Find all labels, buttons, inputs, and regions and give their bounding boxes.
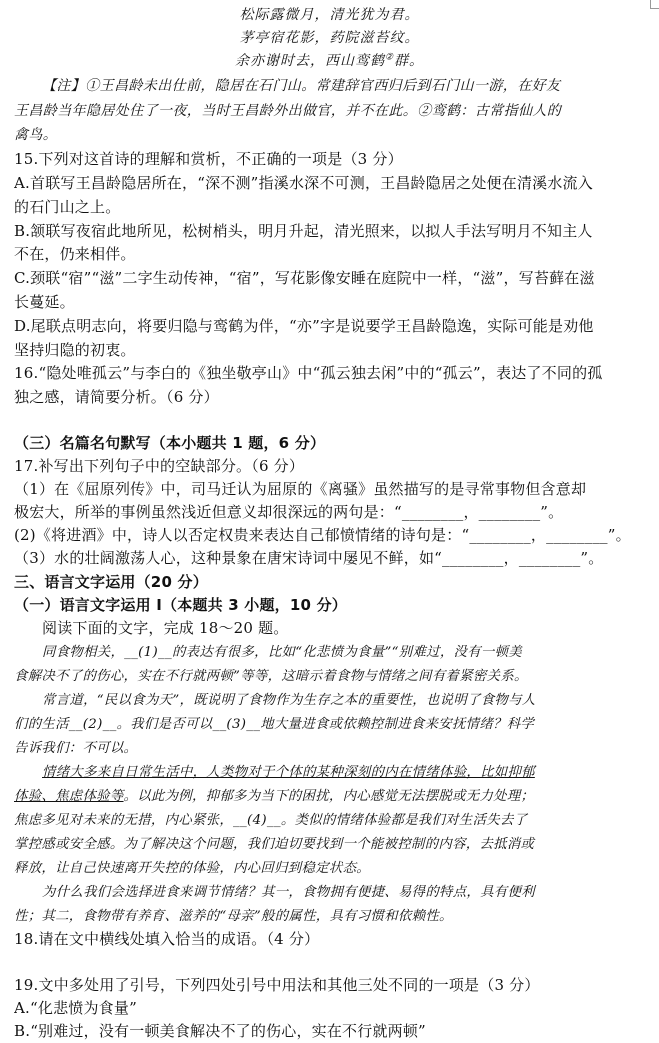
note-line-2: 王昌龄当年隐居处住了一夜，当时王昌龄外出做官，并不在此。②鸾鹤：古常指仙人的 xyxy=(14,103,562,119)
poem-line-1: 松际露微月，清光犹为君。 xyxy=(239,7,420,23)
poem-line-3-text: 余亦谢时去，西山鸾鹤 xyxy=(234,53,385,69)
q17-item-1a: （1）在《屈原列传》中，司马迁认为屈原的《离骚》虽然描写的是寻常事物但含意却 xyxy=(14,480,587,498)
passage-p2-a: 常言道，“民以食为天”，既说明了食物作为生存之本的重要性，也说明了食物与人 xyxy=(42,693,536,708)
passage-p1-b: 食解决不了的伤心，实在不行就两顿”等等，这暗示着食物与情绪之间有着紧密关系。 xyxy=(14,669,528,684)
part-3-sub-1: （一）语言文字运用 I（本题共 3 小题，10 分） xyxy=(14,596,347,614)
passage-p3-d: 掌控感或安全感。为了解决这个问题，我们迫切要找到一个能被控制的内容，去抵消或 xyxy=(14,837,535,852)
q19-stem: 19.文中多处用了引号，下列四处引号中用法和其他三处不同的一项是（3 分） xyxy=(14,976,540,994)
q19-option-b: B.“别难过，没有一顿美食解决不了的伤心，实在不行就两顿” xyxy=(14,1022,426,1040)
passage-p2-c: 告诉我们：不可以。 xyxy=(14,741,138,756)
q17-item-2: (2)《将进酒》中，诗人以否定权贵来表达自己郁愤情绪的诗句是：“________，________”。 xyxy=(14,526,631,544)
passage-p3-a xyxy=(14,761,645,780)
passage-p2-b: 们的生活__(2)__。我们是否可以__(3)__地大量进食或依赖控制进食来安抚情绪？科学 xyxy=(14,717,535,732)
passage-p3-c: 焦虑多见对未来的无措，内心紧张，__(4)__。类似的情绪体验都是我们对生活失去了 xyxy=(14,813,528,828)
q15-option-a-2: 的石门山之上。 xyxy=(14,198,121,216)
poem-line-2: 茅亭宿花影，药院滋苔纹。 xyxy=(239,30,420,46)
reading-instruction: 阅读下面的文字，完成 18～20 题。 xyxy=(42,619,289,637)
q18-stem: 18.请在文中横线处填入恰当的成语。（4 分） xyxy=(14,930,320,948)
part-3-title: 三、语言文字运用（20 分） xyxy=(14,573,208,591)
underlined-sentence-part-1: 情绪大多来自日常生活中，人类物对于个体的某种深刻的内在情绪体验，比如抑郁 xyxy=(42,765,535,780)
note-line-3: 禽鸟。 xyxy=(14,127,58,143)
poem-note-mark: ② xyxy=(384,52,395,63)
note-line-1: 【注】①王昌龄未出仕前，隐居在石门山。常建辞官西归后到石门山一游，在好友 xyxy=(42,78,561,94)
q16-line-1: 16.“隐处唯孤云”与李白的《独坐敬亭山》中“孤云独去闲”中的“孤云”，表达了不同的孤 xyxy=(14,364,603,382)
q17-item-1b: 极宏大，所举的事例虽然浅近但意义却很深远的两句是：“________，________”。 xyxy=(14,503,564,521)
q17-stem: 17.补写出下列句子中的空缺部分。（6 分） xyxy=(14,457,305,475)
q15-option-b-1: B.颔联写夜宿此地所见，松树梢头，明月升起，清光照来，以拟人手法写明月不知主人 xyxy=(14,222,593,240)
q15-option-a-1: A.首联写王昌龄隐居所在，“深不测”指溪水深不可测，王昌龄隐居之处便在清溪水流入 xyxy=(14,174,593,192)
poem-line-3-end: 群。 xyxy=(394,53,425,69)
q15-option-d-1: D.尾联点明志向，将要归隐与鸾鹤为伴，“亦”字是说要学王昌龄隐逸，实际可能是劝他 xyxy=(14,317,594,335)
poem-line-3 xyxy=(0,50,659,70)
passage-p3-b xyxy=(14,785,645,804)
q15-option-b-2: 不在，仍来相伴。 xyxy=(14,245,136,263)
q15-option-c-2: 长蔓延。 xyxy=(14,293,75,311)
passage-p1-a: 同食物相关，__(1)__的表达有很多，比如“化悲愤为食量”“别难过，没有一顿美 xyxy=(42,645,523,660)
q19-option-a: A.“化悲愤为食量” xyxy=(14,999,137,1017)
section-3-title: （三）名篇名句默写（本小题共 1 题，6 分） xyxy=(14,434,326,452)
passage-p4-b: 性；其二，食物带有养育、滋养的“母亲”般的属性，具有习惯和依赖性。 xyxy=(14,909,453,924)
q15-option-c-1: C.颈联“宿”“滋”二字生动传神，“宿”，写花影像安睡在庭院中一样，“滋”，写苔藓在滋 xyxy=(14,269,595,287)
q15-stem: 15.下列对这首诗的理解和赏析，不正确的一项是（3 分） xyxy=(14,150,403,168)
underlined-sentence-part-2: 体验、焦虑体验等 xyxy=(14,789,124,804)
q15-option-d-2: 坚持归隐的初衷。 xyxy=(14,341,136,359)
passage-p3-b-rest: 。以此为例，抑郁多为当下的困扰，内心感觉无法摆脱或无力处理； xyxy=(123,789,535,804)
q16-line-2: 独之感，请简要分析。（6 分） xyxy=(14,388,219,406)
q17-item-3: （3）水的壮阔激荡人心，这种景象在唐宋诗词中屡见不鲜，如“________，________”。 xyxy=(14,549,604,567)
passage-p3-e: 释放，让自己快速离开失控的体验，内心回归到稳定状态。 xyxy=(14,861,370,876)
passage-p4-a: 为什么我们会选择进食来调节情绪？其一，食物拥有便捷、易得的特点，具有便利 xyxy=(42,885,535,900)
